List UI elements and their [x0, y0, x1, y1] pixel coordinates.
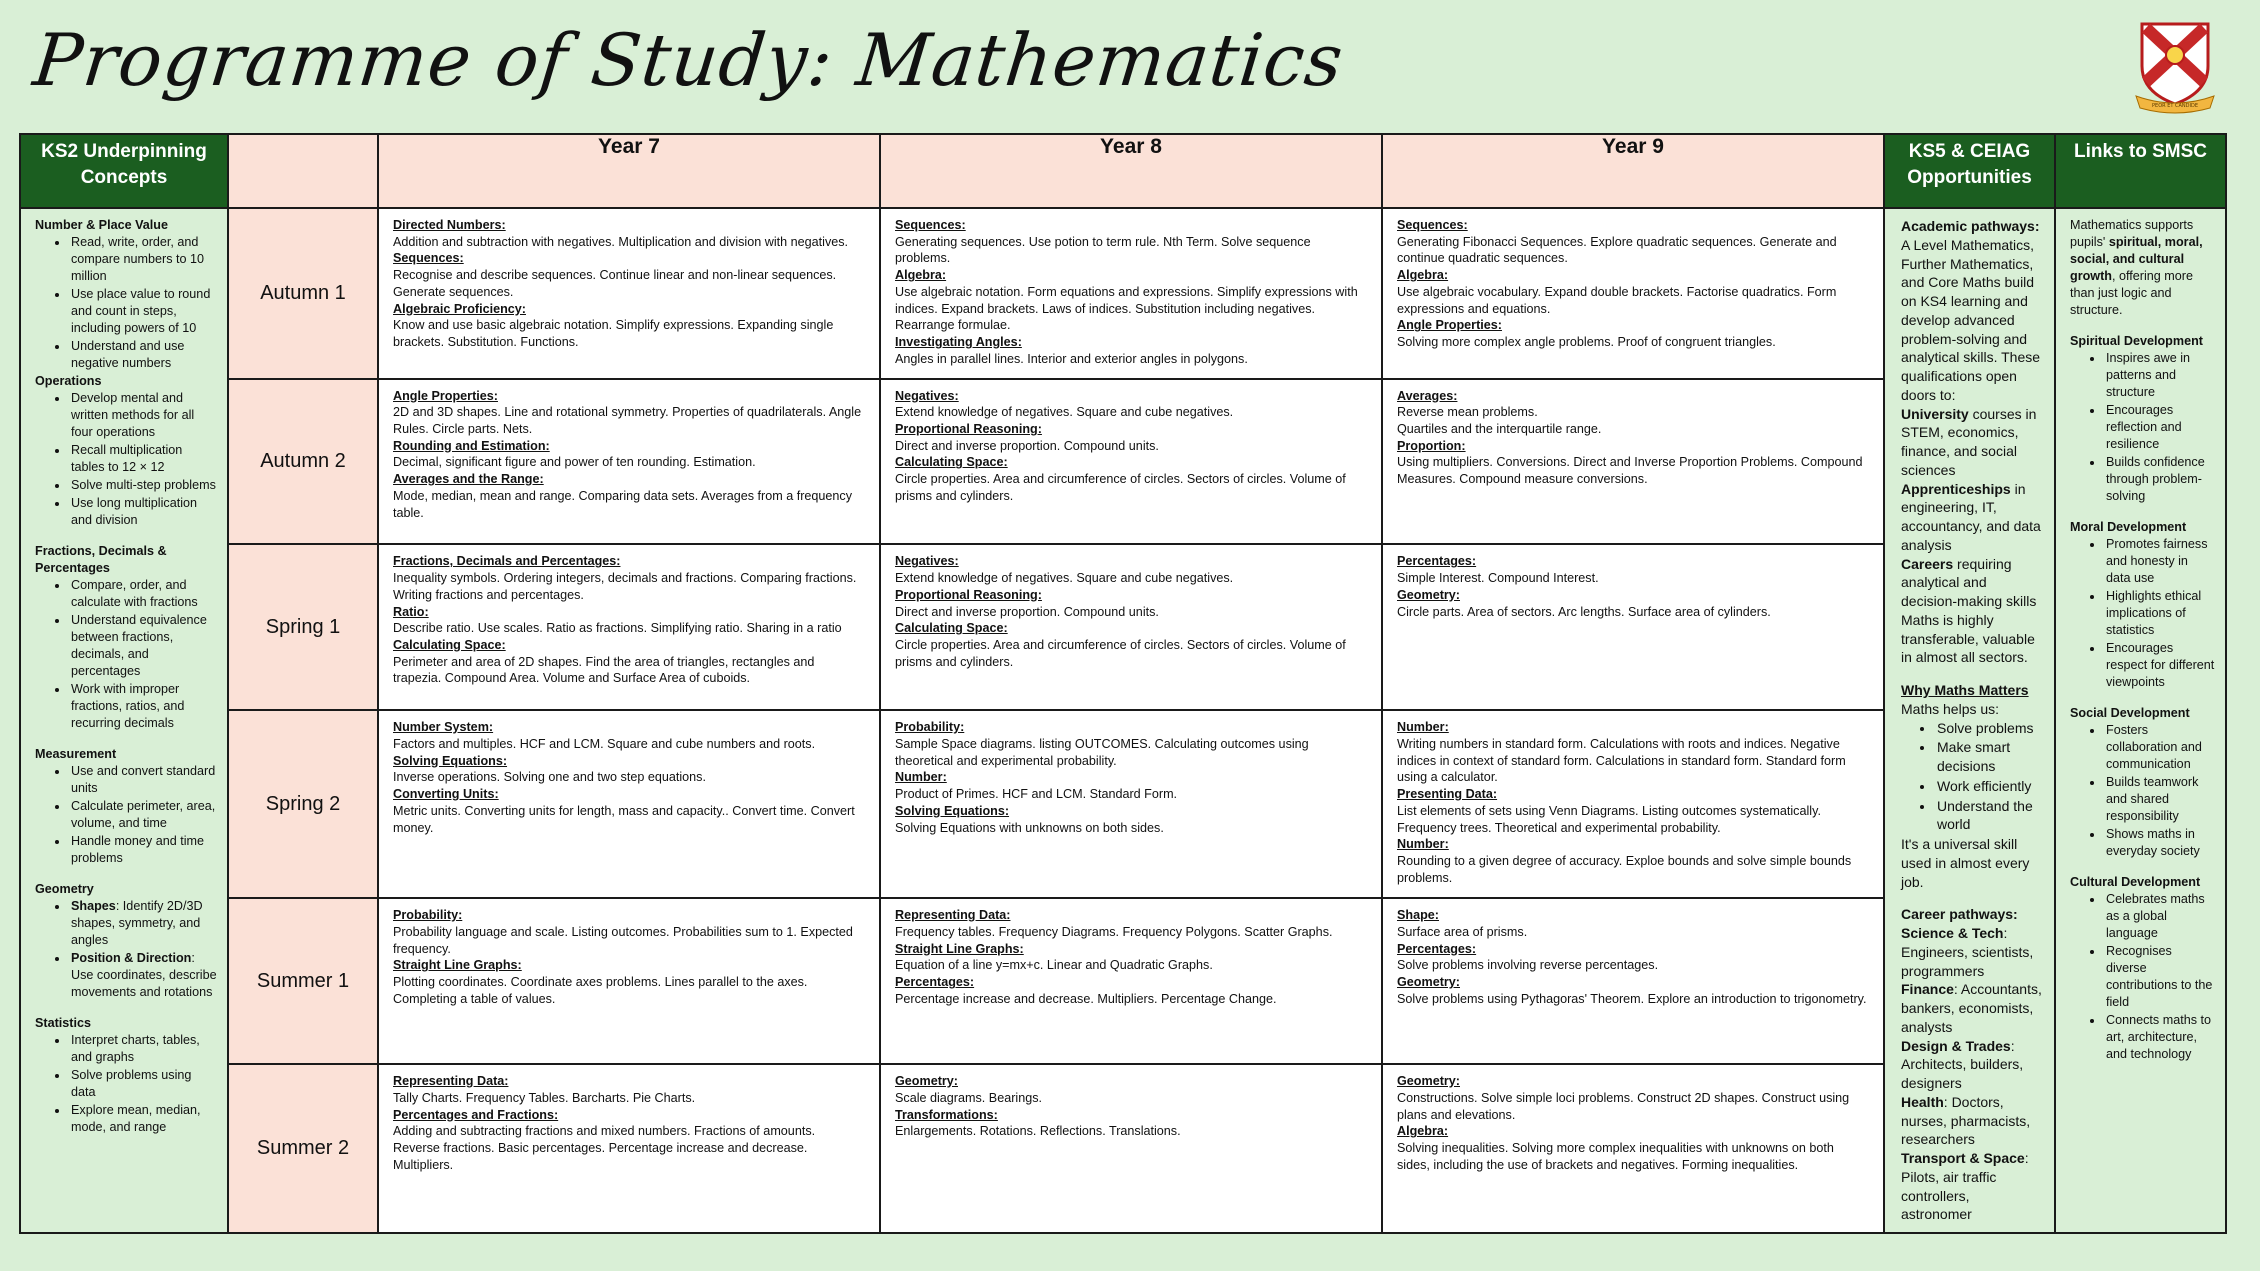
- why-item: • Make smart decisions: [1935, 738, 2044, 776]
- y9-summer-1: Shape: Surface area of prisms. Percentages: Solve problems involving reverse percentages. Geometry: Solve problems using Pythagoras' Theorem. Explore an introduction to trigonometry.: [1382, 898, 1884, 1064]
- ks2-item: • Use and convert standard units: [69, 763, 217, 797]
- y7-spring-1: Fractions, Decimals and Percentages: Inequality symbols. Ordering integers, decimals and fractions. Comparing fractions. Writing fractions and percentages. Ratio: Describe ratio. Use scales. Ratio as fractions. Simplifying ratio. Sharing in a ratio Calculating Space: Perimeter and area of 2D shapes. Find the area of triangles, rectangles and trapezia. Compound Area. Volume and Surface Area of cuboids.: [378, 544, 880, 710]
- smsc-item: • Recognises diverse contributions to the field: [2104, 943, 2215, 1011]
- smsc-item: • Highlights ethical implications of statistics: [2104, 588, 2215, 639]
- ks2-item: • Solve problems using data: [69, 1067, 217, 1101]
- header-year8: Year 8: [880, 134, 1382, 208]
- smsc-item: • Inspires awe in patterns and structure: [2104, 350, 2215, 401]
- y7-autumn-2: Angle Properties: 2D and 3D shapes. Line and rotational symmetry. Properties of quadrilaterals. Angle Rules. Circle parts. Nets. Rounding and Estimation: Decimal, significant figure and power of ten rounding. Estimation. Averages and the Range: Mode, median, mean and range. Comparing data sets. Averages from a frequency table.: [378, 379, 880, 545]
- ks2-item: • Explore mean, median, mode, and range: [69, 1102, 217, 1136]
- ks2-item: • Understand and use negative numbers: [69, 338, 217, 372]
- y9-summer-2: Geometry: Constructions. Solve simple loci problems. Construct 2D shapes. Construct using plans and elevations. Algebra: Solving inequalities. Solving more complex inequalities with unknowns on both sides, including the use of brackets and negatives. Forming inequalities.: [1382, 1064, 1884, 1233]
- term-spring-2: Spring 2: [228, 710, 378, 898]
- ks5-ceiag-column: Academic pathways: A Level Mathematics, Further Mathematics, and Core Maths build on KS4 learning and develop advanced problem-solving and analytical skills. These qualifications open doors to: University courses in STEM, economics, finance, and social sciences Apprenticeships in engineering, IT, accountancy, and data analysis Careers requiring analytical and decision-making skills Maths is highly transferable, valuable in almost all sectors. Why Maths Matters Maths helps us: • Solve problems • Make smart decisions • Work efficiently • Understand the world It's a universal skill used in almost every job. Career pathways: Science & Tech: Engineers, scientists, programmers Finance: Accountants, bankers, economists, analysts Design & Trades: Architects, builders, designers Health: Doctors, nurses, pharmacists, researchers Transport & Space: Pilots, air traffic controllers, astronomer: [1884, 208, 2055, 1233]
- ks2-item: • Use long multiplication and division: [69, 495, 217, 529]
- y8-spring-1: Negatives: Extend knowledge of negatives. Square and cube negatives. Proportional Reasoning: Direct and inverse proportion. Compound units. Calculating Space: Circle properties. Area and circumference of circles. Sectors of circles. Volume of prisms and cylinders.: [880, 544, 1382, 710]
- header-blank: [228, 134, 378, 208]
- y7-autumn-1: Directed Numbers: Addition and subtraction with negatives. Multiplication and division with negatives. Sequences: Recognise and describe sequences. Continue linear and non-linear sequences. Generate sequences. Algebraic Proficiency: Know and use basic algebraic notation. Simplify expressions. Expanding single brackets. Substitution. Functions.: [378, 208, 880, 379]
- term-autumn-2: Autumn 2: [228, 379, 378, 545]
- curriculum-table: [19, 133, 2227, 1234]
- header-smsc: Links to SMSC: [2055, 134, 2226, 208]
- term-autumn-1: Autumn 1: [228, 208, 378, 379]
- y7-summer-2: Representing Data: Tally Charts. Frequency Tables. Barcharts. Pie Charts. Percentages and Fractions: Adding and subtracting fractions and mixed numbers. Fractions of amounts. Reverse fractions. Basic percentages. Percentage increase and decrease. Multipliers.: [378, 1064, 880, 1233]
- smsc-item: • Promotes fairness and honesty in data use: [2104, 536, 2215, 587]
- y9-autumn-2: Averages: Reverse mean problems. Quartiles and the interquartile range. Proportion: Using multipliers. Conversions. Direct and Inverse Proportion Problems. Compound Measures. Compound measure conversions.: [1382, 379, 1884, 545]
- why-item: • Solve problems: [1935, 719, 2044, 738]
- smsc-item: • Celebrates maths as a global language: [2104, 891, 2215, 942]
- y8-spring-2: Probability: Sample Space diagrams. listing OUTCOMES. Calculating outcomes using theoretical and experimental probability. Number: Product of Primes. HCF and LCM. Standard Form. Solving Equations: Solving Equations with unknowns on both sides.: [880, 710, 1382, 898]
- term-spring-1: Spring 1: [228, 544, 378, 710]
- smsc-heading-spiritual: Spiritual Development: [2070, 334, 2203, 348]
- y9-spring-1: Percentages: Simple Interest. Compound Interest. Geometry: Circle parts. Area of sectors. Arc lengths. Surface area of cylinders.: [1382, 544, 1884, 710]
- ks2-item: • Position & Direction: Use coordinates, describe movements and rotations: [69, 950, 217, 1001]
- y8-autumn-1: Sequences: Generating sequences. Use potion to term rule. Nth Term. Solve sequence problems. Algebra: Use algebraic notation. Form equations and expressions. Simplify expressions with indices. Expand brackets. Laws of indices. Substitution including negatives. Rearrange formulae. Investigating Angles: Angles in parallel lines. Interior and exterior angles in polygons.: [880, 208, 1382, 379]
- y8-autumn-2: Negatives: Extend knowledge of negatives. Square and cube negatives. Proportional Reasoning: Direct and inverse proportion. Compound units. Calculating Space: Circle properties. Area and circumference of circles. Sectors of circles. Volume of prisms and cylinders.: [880, 379, 1382, 545]
- ks2-item: • Solve multi-step problems: [69, 477, 217, 494]
- smsc-column: Mathematics supports pupils' spiritual, moral, social, and cultural growth, offering more than just logic and structure. Spiritual Development • Inspires awe in patterns and structure • Encourages reflection and resilience • Builds confidence through problem-solving Moral Development • Promotes fairness and honesty in data use • Highlights ethical implications of statistics • Encourages respect for different viewpoints Social Development • Fosters collaboration and communication • Builds teamwork and shared responsibility • Shows maths in everyday society Cultural Development • Celebrates maths as a global language • Recognises diverse contributions to the field • Connects maths to art, architecture, and technology: [2055, 208, 2226, 1233]
- y8-summer-2: Geometry: Scale diagrams. Bearings. Transformations: Enlargements. Rotations. Reflections. Translations.: [880, 1064, 1382, 1233]
- y9-spring-2: Number: Writing numbers in standard form. Calculations with roots and indices. Negative indices in context of standard form. Calculations in standard form. Standard form using a calculator. Presenting Data: List elements of sets using Venn Diagrams. Listing outcomes systematically. Frequency trees. Theoretical and experimental probability. Number: Rounding to a given degree of accuracy. Exploe bounds and solve simple bounds problems.: [1382, 710, 1884, 898]
- ks2-item: • Recall multiplication tables to 12 × 12: [69, 442, 217, 476]
- y8-summer-1: Representing Data: Frequency tables. Frequency Diagrams. Frequency Polygons. Scatter Graphs. Straight Line Graphs: Equation of a line y=mx+c. Linear and Quadratic Graphs. Percentages: Percentage increase and decrease. Multipliers. Percentage Change.: [880, 898, 1382, 1064]
- ks2-item: • Understand equivalence between fractions, decimals, and percentages: [69, 612, 217, 680]
- term-summer-2: Summer 2: [228, 1064, 378, 1233]
- ks2-heading-statistics: Statistics: [35, 1016, 91, 1030]
- y7-spring-2: Number System: Factors and multiples. HCF and LCM. Square and cube numbers and roots. Solving Equations: Inverse operations. Solving one and two step equations. Converting Units: Metric units. Converting units for length, mass and capacity.. Convert time. Convert money.: [378, 710, 880, 898]
- smsc-heading-social: Social Development: [2070, 706, 2190, 720]
- term-summer-1: Summer 1: [228, 898, 378, 1064]
- smsc-heading-moral: Moral Development: [2070, 520, 2187, 534]
- header-year7: Year 7: [378, 134, 880, 208]
- y7-summer-1: Probability: Probability language and scale. Listing outcomes. Probabilities sum to 1. Expected frequency. Straight Line Graphs: Plotting coordinates. Coordinate axes problems. Lines parallel to the axes. Completing a table of values.: [378, 898, 880, 1064]
- smsc-heading-cultural: Cultural Development: [2070, 875, 2201, 889]
- y9-autumn-1: Sequences: Generating Fibonacci Sequences. Explore quadratic sequences. Generate and continue quadratic sequences. Algebra: Use algebraic vocabulary. Expand double brackets. Factorise quadratics. Form expressions and equations. Angle Properties: Solving more complex angle problems. Proof of congruent triangles.: [1382, 208, 1884, 379]
- ks2-heading-number: Number & Place Value: [35, 218, 168, 232]
- ks2-item: • Work with improper fractions, ratios, and recurring decimals: [69, 681, 217, 732]
- crest-motto: PEOR ET CANDIDE: [2152, 103, 2198, 109]
- ks2-item: • Handle money and time problems: [69, 833, 217, 867]
- ks2-concepts-column: [20, 208, 228, 1233]
- page-title: Programme of Study: Mathematics: [29, 18, 1348, 102]
- smsc-item: • Builds confidence through problem-solving: [2104, 454, 2215, 505]
- smsc-item: • Connects maths to art, architecture, and technology: [2104, 1012, 2215, 1063]
- ks2-heading-operations: Operations: [35, 374, 102, 388]
- header-ks2: KS2 Underpinning Concepts: [20, 134, 228, 208]
- ks2-heading-measurement: Measurement: [35, 747, 117, 761]
- smsc-item: • Fosters collaboration and communication: [2104, 722, 2215, 773]
- ks2-item: • Calculate perimeter, area, volume, and time: [69, 798, 217, 832]
- smsc-item: • Encourages respect for different viewpoints: [2104, 640, 2215, 691]
- smsc-item: • Shows maths in everyday society: [2104, 826, 2215, 860]
- ks2-item: • Use place value to round and count in steps, including powers of 10: [69, 286, 217, 337]
- why-item: • Work efficiently: [1935, 777, 2044, 796]
- ks2-item: • Develop mental and written methods for all four operations: [69, 390, 217, 441]
- why-item: • Understand the world: [1935, 797, 2044, 835]
- why-maths-heading: Why Maths Matters: [1901, 682, 2029, 698]
- ks2-item: • Compare, order, and calculate with fractions: [69, 577, 217, 611]
- header-ks5: KS5 & CEIAG Opportunities: [1884, 134, 2055, 208]
- school-crest-logo: [2134, 18, 2216, 114]
- ks2-heading-geometry: Geometry: [35, 882, 94, 896]
- ks2-item: • Shapes: Identify 2D/3D shapes, symmetry, and angles: [69, 898, 217, 949]
- ks2-heading-fractions: Fractions, Decimals & Percentages: [35, 544, 167, 575]
- ks2-item: • Read, write, order, and compare numbers to 10 million: [69, 234, 217, 285]
- smsc-item: • Encourages reflection and resilience: [2104, 402, 2215, 453]
- header-year9: Year 9: [1382, 134, 1884, 208]
- smsc-item: • Builds teamwork and shared responsibility: [2104, 774, 2215, 825]
- ks2-item: • Interpret charts, tables, and graphs: [69, 1032, 217, 1066]
